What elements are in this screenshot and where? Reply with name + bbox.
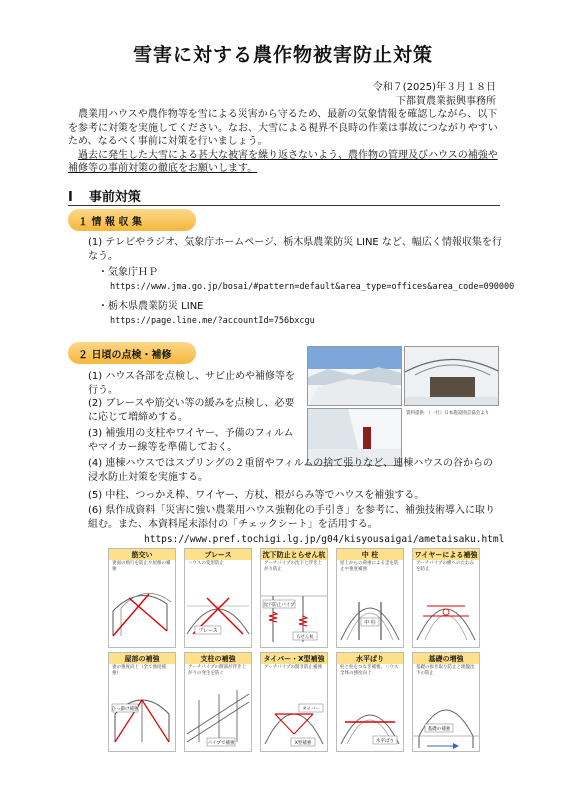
card-sink-prevention — [260, 548, 328, 648]
post-reinforcement-diagram — [185, 680, 251, 752]
snow-greenhouse-photo-2 — [404, 346, 499, 406]
tiebar-callout: タイバー — [302, 707, 320, 712]
section-number: Ⅰ — [68, 190, 73, 205]
subheading-info: １ 情 報 収 集 — [68, 209, 196, 231]
card-desc: 妻の強度向上（全て強度補強） — [112, 665, 166, 676]
card-desc: 柱と柱をつなぎ補強、ハウス全体の強度向上 — [340, 665, 399, 676]
x-brace-callout: X型補強 — [294, 741, 312, 746]
card-title: 筋交い — [109, 549, 175, 560]
card-foundation — [412, 652, 480, 752]
wire-diagram — [413, 576, 479, 648]
card-center-post — [336, 548, 404, 648]
card-desc: アーチパイプの横へのたわみを防止 — [416, 561, 474, 572]
brace-diagram — [185, 576, 251, 648]
horizontal-beam-callout: 水平ばり — [376, 739, 394, 744]
intro-paragraph-2: 過去に発生した大雪による甚大な被害を繰り返さないよう、農作物の管理及びハウスの補強や補修等の事前対策の徹底をお願いします。 — [68, 149, 498, 174]
page-title: 雪害に対する農作物被害防止対策 — [132, 44, 433, 66]
inspection-item-6: (6) 県作成資料「災害に強い農業用ハウス強靭化の手引き」を参考に、補強技術導入に取り組む。また、本資料尾末添付の「チェックシート」を活用する。 — [88, 505, 496, 530]
pipe-reinforcement-callout: パイプで補強 — [207, 741, 235, 746]
end-reinforcement-diagram — [109, 680, 175, 752]
line-link[interactable]: https://page.line.me/?accountId=756bxcgu — [110, 316, 315, 326]
card-wire — [412, 548, 480, 648]
brace-callout: ブレース — [198, 628, 218, 634]
horizontal-beam-diagram — [337, 680, 403, 752]
subheading-inspection: ２ 日頃の点検・補修 — [68, 342, 196, 364]
section-heading — [68, 186, 157, 205]
screw-pile-callout: らせん杭 — [296, 635, 314, 640]
card-desc: 屋上からの荷重による歪を防止や強度補強 — [340, 561, 399, 572]
tiebar-diagram — [261, 680, 327, 752]
intro — [68, 108, 500, 176]
card-brace — [184, 548, 252, 648]
card-tiebar — [260, 652, 328, 752]
card-title: タイバー・X型補強 — [261, 653, 327, 664]
card-desc: 妻面の飛行を防止や屋根の補強 — [112, 561, 171, 572]
card-horizontal-beam — [336, 652, 404, 752]
card-desc: アーチパイプの沈下と浮き上がり防止 — [264, 561, 322, 572]
issue-date: 令和７(2025)年３月１８日 — [372, 82, 496, 93]
card-title: 中 柱 — [337, 549, 403, 560]
card-title: ブレース — [185, 549, 251, 560]
foundation-callout: 基礎の補強 — [427, 727, 451, 732]
jma-label: ・気象庁ＨＰ — [98, 267, 158, 278]
inspection-item-5: (5) 中柱、つっかえ棒、ワイヤー、方杖、根がらみ等でハウスを補強する。 — [88, 490, 425, 501]
card-title: 支柱の補強 — [185, 653, 251, 664]
intro-paragraph-1: 農業用ハウスや農作物等を雪による災害から守るため、最新の気象情報を確認しながら、以下を参考に対策を実施してください。なお、大雪による視界不良時の作業は事故につながりやすいため、なるべく事前に対策を行いましょう。 — [68, 109, 498, 147]
card-bracing — [108, 548, 176, 648]
snow-greenhouse-photo-1 — [307, 346, 402, 406]
card-post-reinforcement — [184, 652, 252, 752]
card-desc: アーチパイプの開き防止補強 — [264, 665, 322, 670]
line-label: ・栃木県農業防災 LINE — [98, 301, 204, 312]
card-title: 屋部の補強 — [109, 653, 175, 664]
hook-reinforcement-callout: ひっ掛け補強 — [111, 707, 139, 712]
photo-credit: 資料提供：（一社）日本施設園芸協会より — [406, 411, 490, 416]
inspection-item-2: (2) ブレースや筋交い等の緩みを点検し、必要に応じて増締めする。 — [88, 398, 295, 423]
card-title: 水平ばり — [337, 653, 403, 664]
card-desc: アーチパイプの側部が浮き上がりの発生を防ぐ — [188, 665, 246, 676]
sink-prevention-diagram — [261, 576, 327, 648]
center-post-diagram — [337, 576, 403, 648]
section-label: 事前対策 — [88, 190, 141, 205]
section-divider — [68, 205, 500, 206]
jma-link[interactable]: https://www.jma.go.jp/bosai/#pattern=default&area_type=offices&area_code=090000 — [110, 282, 515, 292]
card-desc: 基礎の抜き取り防止と地盤沈下の防止 — [416, 665, 475, 676]
sink-pipe-callout: 沈下防止パイプ — [263, 603, 295, 608]
card-title: ワイヤーによる補強 — [414, 550, 478, 559]
card-desc: ハウスの変形防止 — [188, 561, 224, 566]
card-title: 沈下防止とらせん杭 — [262, 550, 326, 559]
center-post-callout: 中 柱 — [364, 620, 376, 626]
reference-link[interactable]: https://www.pref.tochigi.lg.jp/g04/kisyousaigai/ametaisaku.html — [144, 534, 505, 545]
bracing-diagram — [109, 576, 175, 648]
info-item-1: (1) テレビやラジオ、気象庁ホームページ、栃木県農業防災 LINE など、幅広く情報収集を行なう。 — [88, 237, 502, 262]
card-end-reinforcement — [108, 652, 176, 752]
inspection-item-4: (4) 連棟ハウスではスプリングの２重留やフィルムの捨て張りなど、連棟ハウスの谷からの浸水防止対策を実施する。 — [88, 458, 493, 483]
date-block — [373, 81, 496, 109]
foundation-diagram — [413, 680, 479, 752]
issuing-office: 下都賀農業振興事務所 — [396, 96, 496, 107]
inspection-item-1: (1) ハウス各部を点検し、サビ止めや補修等を行う。 — [88, 371, 296, 396]
card-title: 基礎の増強 — [413, 653, 479, 664]
inspection-item-3: (3) 補強用の支柱やワイヤー、予備のフィルムやマイカー線等を準備しておく。 — [88, 428, 294, 453]
